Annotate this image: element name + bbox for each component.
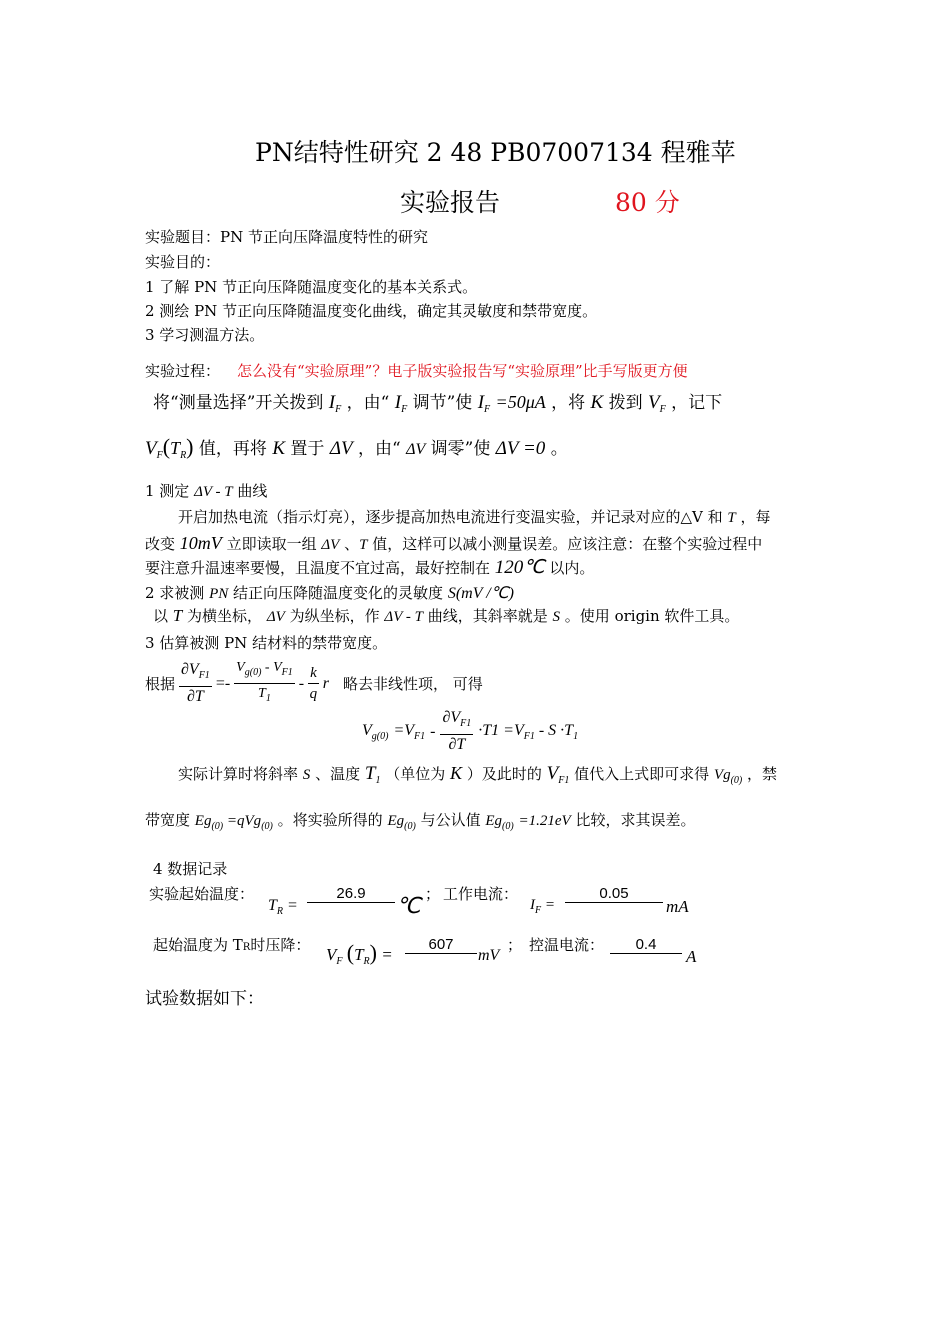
process-step-line2: $V_F(T_R)$ 值，再将 K 置于 ΔV ，由“ ΔV 调零”使 ΔV =0 。 — [145, 434, 568, 461]
section1-para — [145, 558, 594, 578]
start-temp-label: 实验起始温度： — [149, 885, 255, 903]
purpose-item: 2 测绘 PN 节正向压降随温度变化曲线，确定其灵敏度和禁带宽度。 — [145, 302, 598, 320]
para-text: 与公认值 — [420, 811, 481, 829]
step-text: 拨到 — [608, 393, 643, 413]
band-gap-line: 带宽度 $Eg_{(0)} =qVg_{(0)}$ 。将实验所得的 $Eg_{(0)}$ 与公认值 $Eg_{(0)} =1.21eV$ 比较，求其误差。 — [145, 811, 696, 832]
step-text: 将“测量选择”开关拨到 — [153, 393, 324, 413]
step-text: 调零”使 — [430, 439, 491, 459]
para-text: 值，这样可以减小测量误差。应该注意：在整个实验过程中 — [372, 535, 763, 553]
separator: ； — [425, 885, 441, 903]
section1-heading: 1 测定 ΔV - T 曲线 — [145, 482, 268, 500]
current-unit: mA — [666, 897, 689, 916]
ctrl-current-label: 控温电流： — [529, 936, 605, 954]
para-text: 实际计算时将斜率 — [178, 765, 299, 783]
page-title: PN结特性研究 2 48 PB07007134 程雅苹 — [255, 138, 736, 167]
para-text: 为横坐标， — [187, 607, 263, 625]
section1-para: 开启加热电流（指示灯亮），逐步提高加热电流进行变温实验，并记录对应的△V 和 T ，每 — [178, 508, 771, 526]
step-text: ，由“ — [357, 439, 401, 459]
para-text: 改变 — [145, 535, 176, 553]
experiment-topic: 实验题目：PN 节正向压降温度特性的研究 — [145, 228, 428, 246]
para-text: 。将实验所得的 — [277, 811, 383, 829]
para-text: 、温度 — [315, 765, 361, 783]
formula-1: 根据 $\frac{\partial V_{F1}}{\partial T}$ =- $\frac{V_{g(0)} - V_{F1}}{T_1}$ - $\frac{k}{q}$ r 略去非线性项， 可得 — [145, 658, 483, 709]
data-heading: 试验数据如下： — [145, 989, 264, 1009]
formula-tail: 略去非线性项， 可得 — [342, 674, 483, 693]
step-text: 调节”使 — [412, 393, 473, 413]
section2-para: 以 T 为横坐标， ΔV 为纵坐标，作 ΔV - T 曲线，其斜率就是 S 。使用 origin 软件工具。 — [153, 606, 740, 625]
temp-limit: 120℃ — [494, 557, 545, 578]
para-text: 立即读取一组 — [226, 535, 317, 553]
vf-label — [153, 935, 310, 958]
accepted-value: =1.21eV — [518, 813, 571, 829]
purpose-item: 1 了解 PN 节正向压降随温度变化的基本关系式。 — [145, 278, 478, 296]
vf-unit: mV — [478, 947, 500, 964]
heading-text: 2 求被测 — [145, 584, 205, 602]
step-text: ，将 — [551, 393, 586, 413]
ctrl-current-value: 0.4 — [610, 936, 682, 954]
fraction: $\frac{\partial V_{F1}}{\partial T}$ — [442, 709, 472, 753]
para-text: 要注意升温速率要慢，且温度不宜过高，最好控制在 — [145, 559, 491, 577]
heading-text: 结正向压降随温度变化的灵敏度 — [233, 584, 444, 602]
para-text: 值代入上式即可求得 — [574, 765, 710, 783]
heading-text: 曲线 — [237, 482, 268, 500]
formula-lead: 根据 — [145, 674, 176, 693]
vf-tr-symbol: $V_F$ $(T_R)$ = — [326, 940, 393, 967]
para-text: 以 — [153, 607, 169, 625]
para-text: （单位为 — [385, 765, 446, 783]
step-text: ，由“ — [346, 393, 390, 413]
process-label: 实验过程： — [145, 362, 221, 380]
step-text: 。 — [550, 439, 568, 459]
step-text: 置于 — [290, 439, 325, 459]
teacher-comment: 怎么没有“实验原理”？电子版实验报告写“实验原理”比手写版更方便 — [237, 362, 688, 380]
delta-v-zero: ΔV =0 — [495, 438, 546, 459]
section4-heading: 4 数据记录 — [153, 860, 228, 878]
calc-line: 实际计算时将斜率 S 、温度 $T_1$ （单位为 K ）及此时的 $V_{F1}$ 值代入上式即可求得 $Vg_{(0)}$ ，禁 — [178, 763, 778, 786]
para-text: 比较，求其误差。 — [575, 811, 696, 829]
purpose-item: 3 学习测温方法。 — [145, 326, 265, 344]
if-symbol: $I_F$ = — [530, 897, 555, 916]
para-text: 以内。 — [549, 559, 595, 577]
vf-value: 607 — [405, 936, 477, 954]
label-text: 时压降： — [250, 936, 311, 954]
section2-heading — [145, 583, 514, 604]
process-step-line1: 将“测量选择”开关拨到 $I_F$ ，由“ $I_F$ 调节”使 $I_F =50\mu A$ ，将 K 拨到 $V_F$ ，记下 — [153, 392, 723, 415]
step-size: 10mV — [179, 533, 222, 553]
separator: ； — [507, 936, 523, 954]
section1-para: 改变 10mV 立即读取一组 ΔV 、T 值，这样可以减小测量误差。应该注意：在整个实验过程中 — [145, 533, 763, 553]
heading-text: 1 测定 — [145, 482, 190, 500]
current-value: 0.05 — [565, 885, 663, 903]
celsius-unit: ℃ — [396, 893, 421, 918]
start-temp-value: 26.9 — [307, 885, 395, 903]
report-subtitle: 实验报告 — [400, 188, 501, 217]
score-mark: 80 分 — [615, 188, 680, 217]
para-text: ，每 — [740, 508, 771, 526]
tr-symbol: $T_R$ = — [268, 897, 298, 917]
fraction: $\frac{\partial V_{F1}}{\partial T}$ — [181, 661, 210, 705]
para-text: 为纵坐标，作 — [289, 607, 380, 625]
para-text: 。使用 origin 软件工具。 — [564, 607, 740, 625]
para-text: ）及此时的 — [466, 765, 542, 783]
para-text: 带宽度 — [145, 811, 191, 829]
para-text: 曲线，其斜率就是 — [427, 607, 548, 625]
fraction: $\frac{k}{q}$ — [309, 665, 318, 702]
para-text: 开启加热电流（指示灯亮），逐步提高加热电流进行变温实验，并记录对应的△V 和 — [178, 508, 723, 526]
formula-2: $V_{g(0)}$ $=V_{F1}$ - $\frac{\partial V_{F1}}{\partial T}$ $\cdot T1 =V_{F1} - S \cdot T_1$ — [362, 709, 579, 753]
fraction: $\frac{V_{g(0)} - V_{F1}}{T_1}$ — [236, 660, 293, 704]
label-text: 起始温度为 T — [153, 936, 243, 954]
ctrl-current-unit: A — [686, 947, 697, 966]
section3-heading: 3 估算被测 PN 结材料的禁带宽度。 — [145, 634, 388, 652]
step-text: 值，再将 — [198, 439, 267, 459]
sensitivity-unit: S(mV /℃) — [447, 585, 514, 602]
if-value: =50μA — [495, 392, 546, 412]
step-text: ，记下 — [671, 393, 723, 413]
para-text: ，禁 — [747, 765, 778, 783]
label-sub: R — [242, 942, 251, 953]
purpose-label: 实验目的： — [145, 253, 221, 271]
heading-text: PN — [209, 586, 229, 602]
current-label: 工作电流： — [443, 885, 519, 903]
